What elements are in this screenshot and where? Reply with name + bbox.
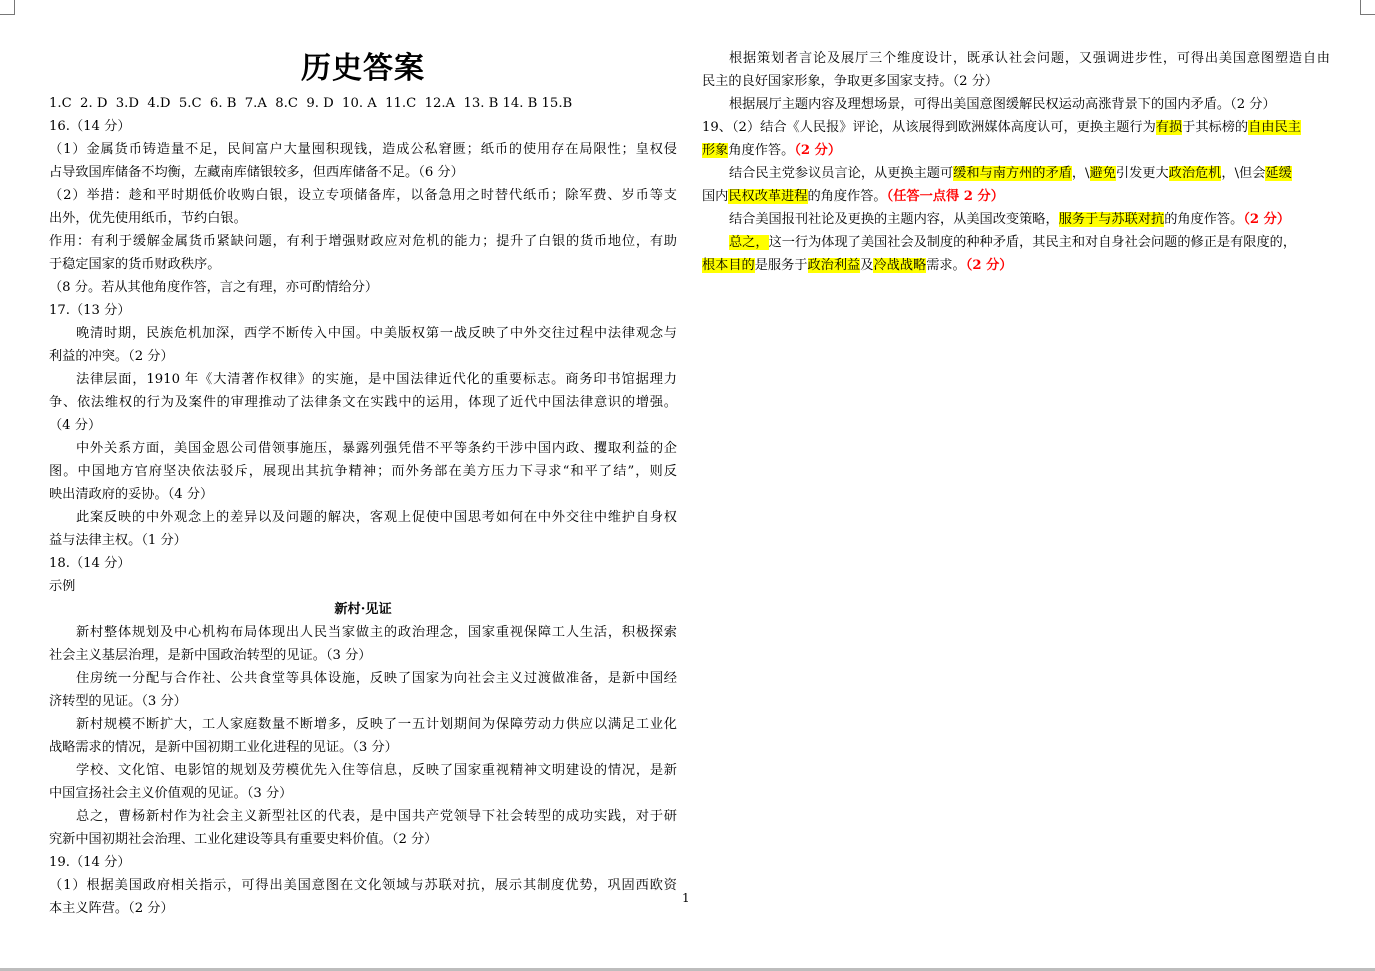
q19-p2-line2 xyxy=(702,139,1330,162)
q19-p2-highlight-youzun: 有损 xyxy=(1155,120,1183,135)
q18-p3-line2: 战略需求的情况，是新中国初期工业化进程的见证。（3 分） xyxy=(49,740,398,755)
q18-p1-line2: 社会主义基层治理，是新中国政治转型的见证。（3 分） xyxy=(49,648,372,663)
q19-p3-highlight-minquan-gaige: 民权改革进程 xyxy=(728,189,808,204)
q19-p3-highlight-yanhuan: 延缓 xyxy=(1265,166,1292,181)
q19-p4-line1 xyxy=(702,208,1330,231)
q19-p1-line1: （1）根据美国政府相关指示，可得出美国意图在文化领域与苏联对抗，展示其制度优势，巩固西欧资 xyxy=(49,878,677,893)
page-number: 1 xyxy=(682,891,690,905)
q16-heading: 16.（14 分） xyxy=(49,119,131,134)
q19-p2-text-c: 于其标榜的 xyxy=(1182,120,1249,135)
q19-p2-text-f: 角度作答。 xyxy=(728,143,795,158)
q16-p3-line2: 于稳定国家的货币财政秩序。 xyxy=(49,257,221,272)
q19-p1-line2: 本主义阵营。（2 分） xyxy=(49,901,174,916)
q19-p3-highlight-zhengzhi-weiji: 政治危机 xyxy=(1168,166,1222,181)
q19-p5-line1 xyxy=(702,231,1330,254)
q19-p3-text-e: 引发更大 xyxy=(1115,166,1169,181)
q19-p4-highlight-sulian: 服务于与苏联对抗 xyxy=(1058,212,1165,227)
q19-p2-score: （2 分） xyxy=(794,143,842,158)
q17-p2-line1: 法律层面，1910 年《大清著作权律》的实施，是中国法律近代化的重要标志。商务印书馆据理力 xyxy=(76,372,677,387)
q17-p1-line1: 晚清时期，民族危机加深，西学不断传入中国。中美版权第一战反映了中外交往过程中法律观念与 xyxy=(76,326,677,341)
q17-p1-line2: 利益的冲突。（2 分） xyxy=(49,349,174,364)
q19-p3-score: （任答一点得 2 分） xyxy=(886,189,1004,204)
q17-section xyxy=(49,299,677,552)
q17-p3-line1: 中外关系方面，美国金恩公司借领事施压，暴露列强凭借不平等条约干涉中国内政、攫取利益的企 xyxy=(76,441,677,456)
q17-p4-line2: 益与法律主权。（1 分） xyxy=(49,533,187,548)
q16-p1-line1: （1）金属货币铸造量不足，民间富户大量囤积现钱，造成公私窘匮；纸币的使用存在局限性；皇权侵 xyxy=(49,142,677,157)
q19-p3-sep2: ，\ xyxy=(1221,166,1240,181)
q18-section xyxy=(49,552,677,851)
q18-example-label: 示例 xyxy=(49,579,76,594)
q19-p2-line1 xyxy=(702,116,1330,139)
q17-heading: 17.（13 分） xyxy=(49,303,131,318)
q18-p2-line1: 住房统一分配与合作社、公共食堂等具体设施，反映了国家为向社会主义过渡做准备，是新中国经 xyxy=(76,671,677,686)
q19-section-part1 xyxy=(49,851,677,920)
left-column xyxy=(49,46,677,920)
q19-p3-text-a: 结合民主党参议员言论，从更换主题可 xyxy=(729,166,954,181)
q19-p5-highlight-zhengzhi-liyi: 政治利益 xyxy=(807,258,861,273)
q19-r2: 根据展厅主题内容及理想场景，可得出美国意图缓解民权运动高涨背景下的国内矛盾。（2 分） xyxy=(729,97,1276,112)
q19-p5-line2 xyxy=(702,254,1330,277)
q18-p1-line1: 新村整体规划及中心机构布局体现出人民当家做主的政治理念，国家重视保障工人生活，积极探索 xyxy=(76,625,677,640)
q17-p3-line3: 映出清政府的妥协。（4 分） xyxy=(49,487,214,502)
q17-p2-line2: 争、依法维权的行为及案件的审理推动了法律条文在实践中的运用，体现了近代中国法律意识的增强。 xyxy=(49,395,677,410)
q19-p3-text-l: 的角度作答。 xyxy=(807,189,887,204)
q18-subtitle: 新村·见证 xyxy=(334,602,392,617)
q19-r1-line1: 根据策划者言论及展厅三个维度设计，既承认社会问题，又强调进步性，可得出美国意图塑造自由 xyxy=(729,51,1330,66)
q19-r1-line2: 民主的良好国家形象，争取更多国家支持。（2 分） xyxy=(702,74,999,89)
q18-p2-line2: 济转型的见证。（3 分） xyxy=(49,694,187,709)
q19-p3-text-j: 国内 xyxy=(702,189,729,204)
q18-heading: 18.（14 分） xyxy=(49,556,131,571)
q19-p3-line2 xyxy=(702,185,1330,208)
q17-p4-line1: 此案反映的中外观念上的差异以及问题的解决，客观上促使中国思考如何在中外交往中维护自身权 xyxy=(76,510,677,525)
crop-mark-top-right xyxy=(1360,0,1375,15)
q19-p3-line1 xyxy=(702,162,1330,185)
q16-section xyxy=(49,115,677,299)
q17-p3-line2: 图。中国地方官府坚决依法驳斥，展现出其抗争精神；而外务部在美方压力下寻求“和平了结”，则反 xyxy=(49,464,677,479)
q17-p2-line3: （4 分） xyxy=(49,418,102,433)
q19-p2-highlight-xingxiang: 形象 xyxy=(702,143,729,158)
q19-p2-highlight-ziyouminzhu: 自由民主 xyxy=(1248,120,1301,135)
q19-p3-highlight-huanhe: 缓和与南方州的矛盾 xyxy=(953,166,1072,181)
q16-p1-line2: 占导致国库储备不均衡，左藏南库储银较多，但西库储备不足。（6 分） xyxy=(49,165,464,180)
q19-p4-text-c: 的角度作答。 xyxy=(1164,212,1244,227)
page-title: 历史答案 xyxy=(301,51,425,86)
q19-p2-text-a: 19、（2）结合《人民报》评论，从该展得到欧洲媒体高度认可，更换主题行为 xyxy=(702,120,1156,135)
q19-p3-highlight-bimian: 避免 xyxy=(1089,166,1116,181)
q19-p5-text-d: 是服务于 xyxy=(754,258,808,273)
q18-p5-line1: 总之，曹杨新村作为社会主义新型社区的代表，是中国共产党领导下社会转型的成功实践，对于研 xyxy=(76,809,677,824)
right-column xyxy=(702,47,1330,277)
q19-p5-text-f: 及 xyxy=(860,258,874,273)
q18-p4-line2: 中国宣扬社会主义价值观的见证。（3 分） xyxy=(49,786,293,801)
q19-p5-highlight-lengzhan: 冷战战略 xyxy=(873,258,927,273)
q19-p5-score: （2 分） xyxy=(965,258,1013,273)
q16-p2-line1: （2）举措：趁和平时期低价收购白银，设立专项储备库，以备急用之时替代纸币；除军费、岁币等支 xyxy=(49,188,677,203)
q19-p3-sep1: ，\ xyxy=(1071,166,1090,181)
q19-p3-text-h: 但会 xyxy=(1239,166,1266,181)
q19-p5-highlight-genben-mudi: 根本目的 xyxy=(702,258,755,273)
q16-p2-line2: 出外，优先使用纸币，节约白银。 xyxy=(49,211,247,226)
q16-note: （8 分。若从其他角度作答，言之有理，亦可酌情给分） xyxy=(49,280,379,295)
mc-answers: 1.C 2. D 3.D 4.D 5.C 6. B 7.A 8.C 9. D 10. A 11.C 12.A 13. B 14. B 15.B xyxy=(49,96,573,111)
q19-p4-score: （2 分） xyxy=(1243,212,1291,227)
q18-p5-line2: 究新中国初期社会治理、工业化建设等具有重要史料价值。（2 分） xyxy=(49,832,438,847)
crop-mark-top-left xyxy=(0,0,15,15)
q18-p3-line1: 新村规模不断扩大，工人家庭数量不断增多，反映了一五计划期间为保障劳动力供应以满足工业化 xyxy=(76,717,677,732)
q19-p4-text-a: 结合美国报刊社论及更换的主题内容，从美国改变策略， xyxy=(729,212,1059,227)
q18-p4-line1: 学校、文化馆、电影馆的规划及劳模优先入住等信息，反映了国家重视精神文明建设的情况，是新 xyxy=(76,763,677,778)
q19-p5-highlight-zongzhi: 总之， xyxy=(729,235,769,250)
q16-p3-line1: 作用：有利于缓解金属货币紧缺问题，有利于增强财政应对危机的能力；提升了白银的货币地位，有助 xyxy=(49,234,677,249)
q19-heading: 19.（14 分） xyxy=(49,855,131,870)
q19-p5-text-b: 这一行为体现了美国社会及制度的种种矛盾，其民主和对自身社会问题的修正是有限度的， xyxy=(768,235,1297,250)
q19-p5-text-h: 需求。 xyxy=(926,258,966,273)
